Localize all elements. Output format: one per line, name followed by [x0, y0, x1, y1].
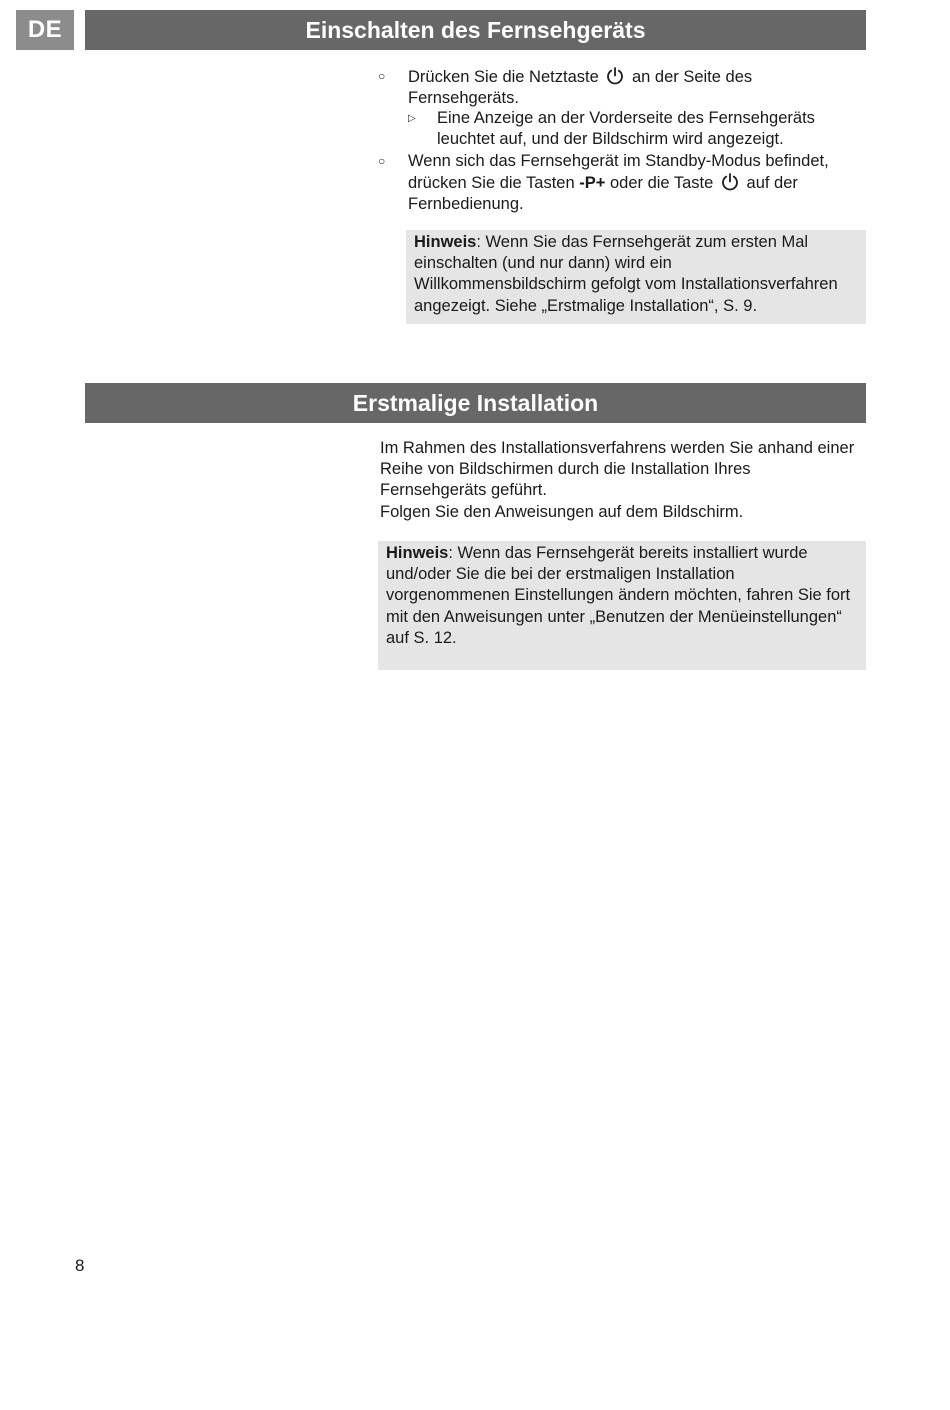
power-icon	[720, 172, 740, 192]
note-box-2	[378, 541, 866, 670]
circle-bullet-icon: ○	[378, 154, 386, 168]
note1-line3: Willkommensbildschirm gefolgt vom Installationsverfahren	[414, 275, 838, 294]
installation-paragraph	[380, 438, 865, 523]
note2-line4	[386, 607, 860, 628]
para-line4: Folgen Sie den Anweisungen auf dem Bildschirm.	[380, 502, 744, 521]
section-title-einschalten: Einschalten des Fernsehgeräts	[85, 10, 866, 50]
bullet2-line3: Fernbedienung.	[408, 195, 524, 214]
bullet1-text-pre: Drücken Sie die Netztaste	[408, 68, 599, 86]
note1-line4	[414, 296, 860, 317]
circle-bullet-icon: ○	[378, 69, 386, 83]
bullet2-line2	[408, 172, 858, 194]
note2-text1: : Wenn das Fernsehgerät bereits installiert wurde	[448, 544, 808, 562]
bullet1-line2: Fernsehgeräts.	[408, 89, 519, 108]
sub1-line1: Eine Anzeige an der Vorderseite des Fernsehgeräts	[437, 109, 815, 127]
bullet2-text-pre: drücken Sie die Tasten	[408, 174, 575, 193]
bullet2-text-post: auf der	[746, 174, 798, 193]
list-item-bullet2	[378, 151, 858, 217]
note2-line2: und/oder Sie die bei der erstmaligen Installation	[386, 565, 735, 584]
note2-text4-pre: mit den Anweisungen unter	[386, 607, 590, 626]
note1-text4-post: , S. 9.	[713, 296, 758, 315]
note-label: Hinweis	[414, 233, 477, 251]
bullet1-line1	[408, 66, 858, 88]
language-badge: DE	[16, 10, 74, 50]
para-line2: Reihe von Bildschirmen durch die Installation Ihres	[380, 460, 751, 479]
note2-line5: auf S. 12.	[386, 628, 457, 647]
list-item-bullet1	[378, 66, 858, 110]
sub1-line2: leuchtet auf, und der Bildschirm wird angezeigt.	[437, 130, 784, 149]
triangle-right-icon: ▷	[408, 113, 416, 124]
bullet2-line1: Wenn sich das Fernsehgerät im Standby-Modus befindet,	[408, 152, 829, 170]
note1-text1: : Wenn Sie das Fernsehgerät zum ersten Mal	[476, 233, 809, 251]
note1-line2: einschalten (und nur dann) wird ein	[414, 254, 672, 273]
note1-text4-pre: angezeigt. Siehe	[414, 296, 542, 315]
bullet2-text-mid: oder die Taste	[609, 174, 714, 193]
section-title-erstmalige-installation: Erstmalige Installation	[85, 383, 866, 423]
note-label: Hinweis	[386, 544, 449, 562]
note2-line1	[386, 543, 860, 564]
para-line3: Fernsehgeräts geführt.	[380, 481, 547, 500]
program-keys-label: -P+	[579, 174, 606, 193]
note2-line3: vorgenommenen Einstellungen ändern möchten, fahren Sie fort	[386, 586, 851, 605]
note-box-1	[406, 230, 866, 324]
bullet1-text-post: an der Seite des	[631, 68, 753, 86]
power-icon	[605, 66, 625, 86]
list-item-sub1	[408, 108, 848, 152]
note1-line1	[414, 232, 860, 253]
note2-reference: „Benutzen der Menüeinstellungen“	[589, 607, 842, 626]
note1-reference: „Erstmalige Installation“	[541, 296, 714, 315]
page-number: 8	[75, 1256, 85, 1275]
para-line1: Im Rahmen des Installationsverfahrens werden Sie anhand einer	[380, 439, 855, 457]
